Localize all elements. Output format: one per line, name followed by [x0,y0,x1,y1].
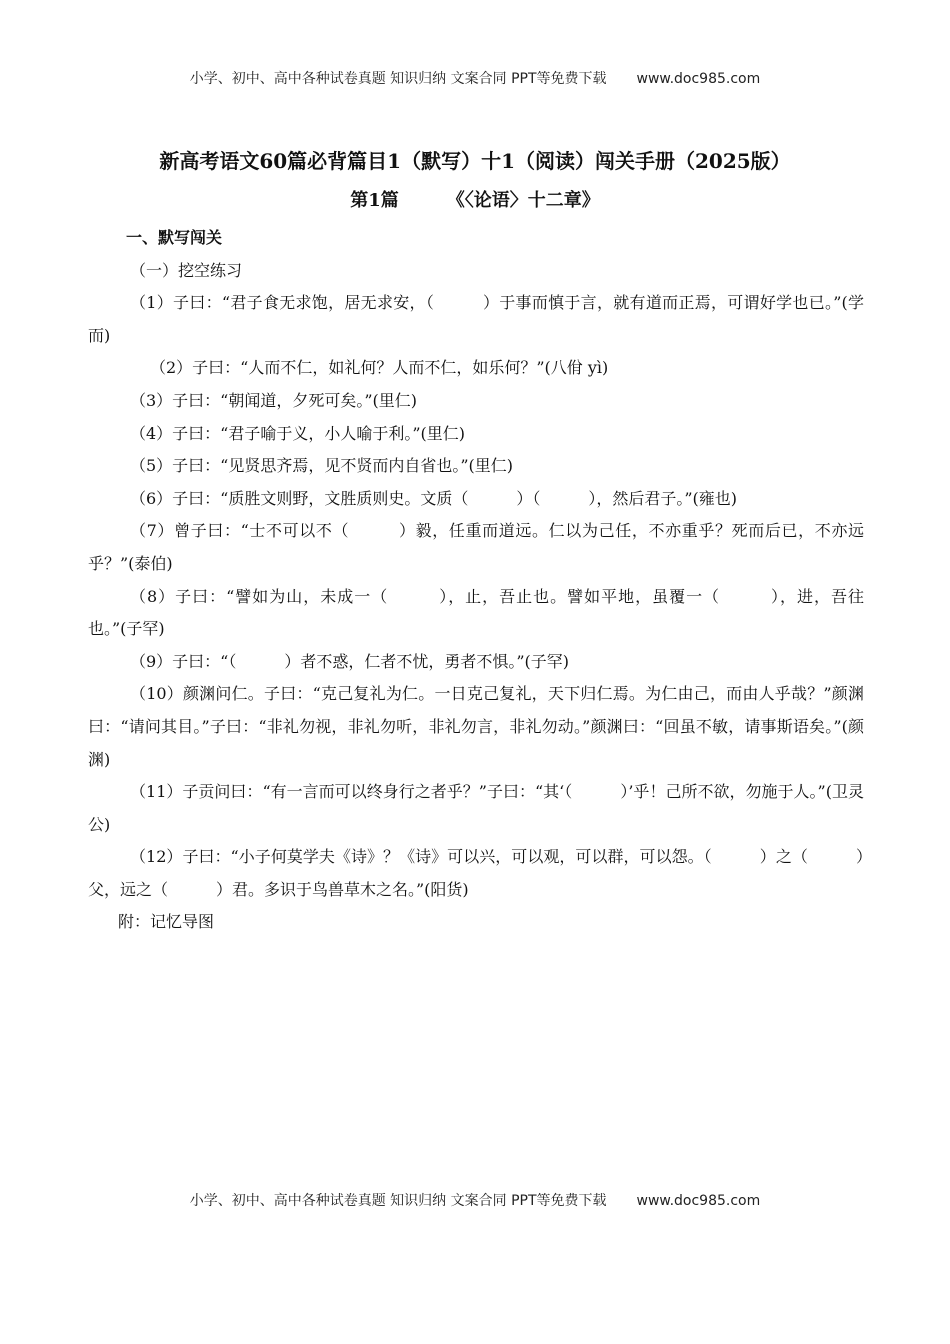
footer-text: 小学、初中、高中各种试卷真题 知识归纳 文案合同 PPT等免费下载 [189,1193,607,1209]
exercise-item-2: （2）子曰：“人而不仁，如礼何？人而不仁，如乐何？”(八佾 yì) [150,358,609,378]
exercise-item-8: （8）子曰：“譬如为山，未成一（ ），止，吾止也。譬如平地，虽覆一（ ），进，吾往也。”(子罕) [88,586,864,639]
exercise-item-12: （12）子曰：“小子何莫学夫《诗》？《诗》可以兴，可以观，可以群，可以怨。（ ）之（ ）父，远之（ ）君。多识于鸟兽草木之名。”(阳货) [88,847,864,899]
exercise-item-6: （6）子曰：“质胜文则野，文胜质则史。文质（ ）（ ），然后君子。”(雍也) [130,488,738,508]
document-subtitle [0,186,950,212]
section-heading: 一、默写闯关 [126,228,223,247]
exercise-item-7: （7）曾子曰：“士不可以不（ ）毅，任重而道远。仁以为己任，不亦重乎？死而后已，不亦远乎？”(泰伯) [88,521,864,573]
document-title: 新高考语文60篇必背篇目1（默写）十1（阅读）闯关手册（2025版） [159,149,791,173]
page-footer [0,1190,950,1210]
appendix-note: 附：记忆导图 [118,912,215,932]
main-content [88,222,864,939]
chapter-number: 第1篇 [350,190,399,211]
sub-heading: （一）挖空练习 [130,260,243,280]
exercise-item-3: （3）子曰：“朝闻道，夕死可矣。”(里仁) [130,390,418,410]
exercise-item-1: （1）子曰：“君子食无求饱，居无求安，（ ）于事而慎于言，就有道而正焉，可谓好学也已。”(学而) [88,293,864,345]
exercise-item-9: （9）子曰：“（ ）者不惑，仁者不忧，勇者不惧。”(子罕) [130,651,570,671]
exercise-item-5: （5）子曰：“见贤思齐焉，见不贤而内自省也。”(里仁) [130,456,514,476]
header-text: 小学、初中、高中各种试卷真题 知识归纳 文案合同 PPT等免费下载 [189,71,607,87]
exercise-item-10: （10）颜渊问仁。子曰：“克己复礼为仁。一日克己复礼，天下归仁焉。为仁由己，而由人乎哉？”颜渊曰：“请问其目。”子曰：“非礼勿视，非礼勿听，非礼勿言，非礼勿动。”颜渊曰：“回虽不敏，请事斯语矣。”(颜渊) [88,684,864,769]
exercise-item-11: （11）子贡问曰：“有一言而可以终身行之者乎？”子曰：“其‘（ ）’乎！己所不欲，勿施于人。”(卫灵公) [88,782,864,834]
header-site-link[interactable]: www.doc985.com [636,71,761,87]
footer-site-link[interactable]: www.doc985.com [636,1193,761,1209]
page-header [0,68,950,88]
work-title: 《〈论语〉十二章》 [446,190,600,211]
exercise-item-4: （4）子曰：“君子喻于义，小人喻于利。”(里仁) [130,423,466,443]
